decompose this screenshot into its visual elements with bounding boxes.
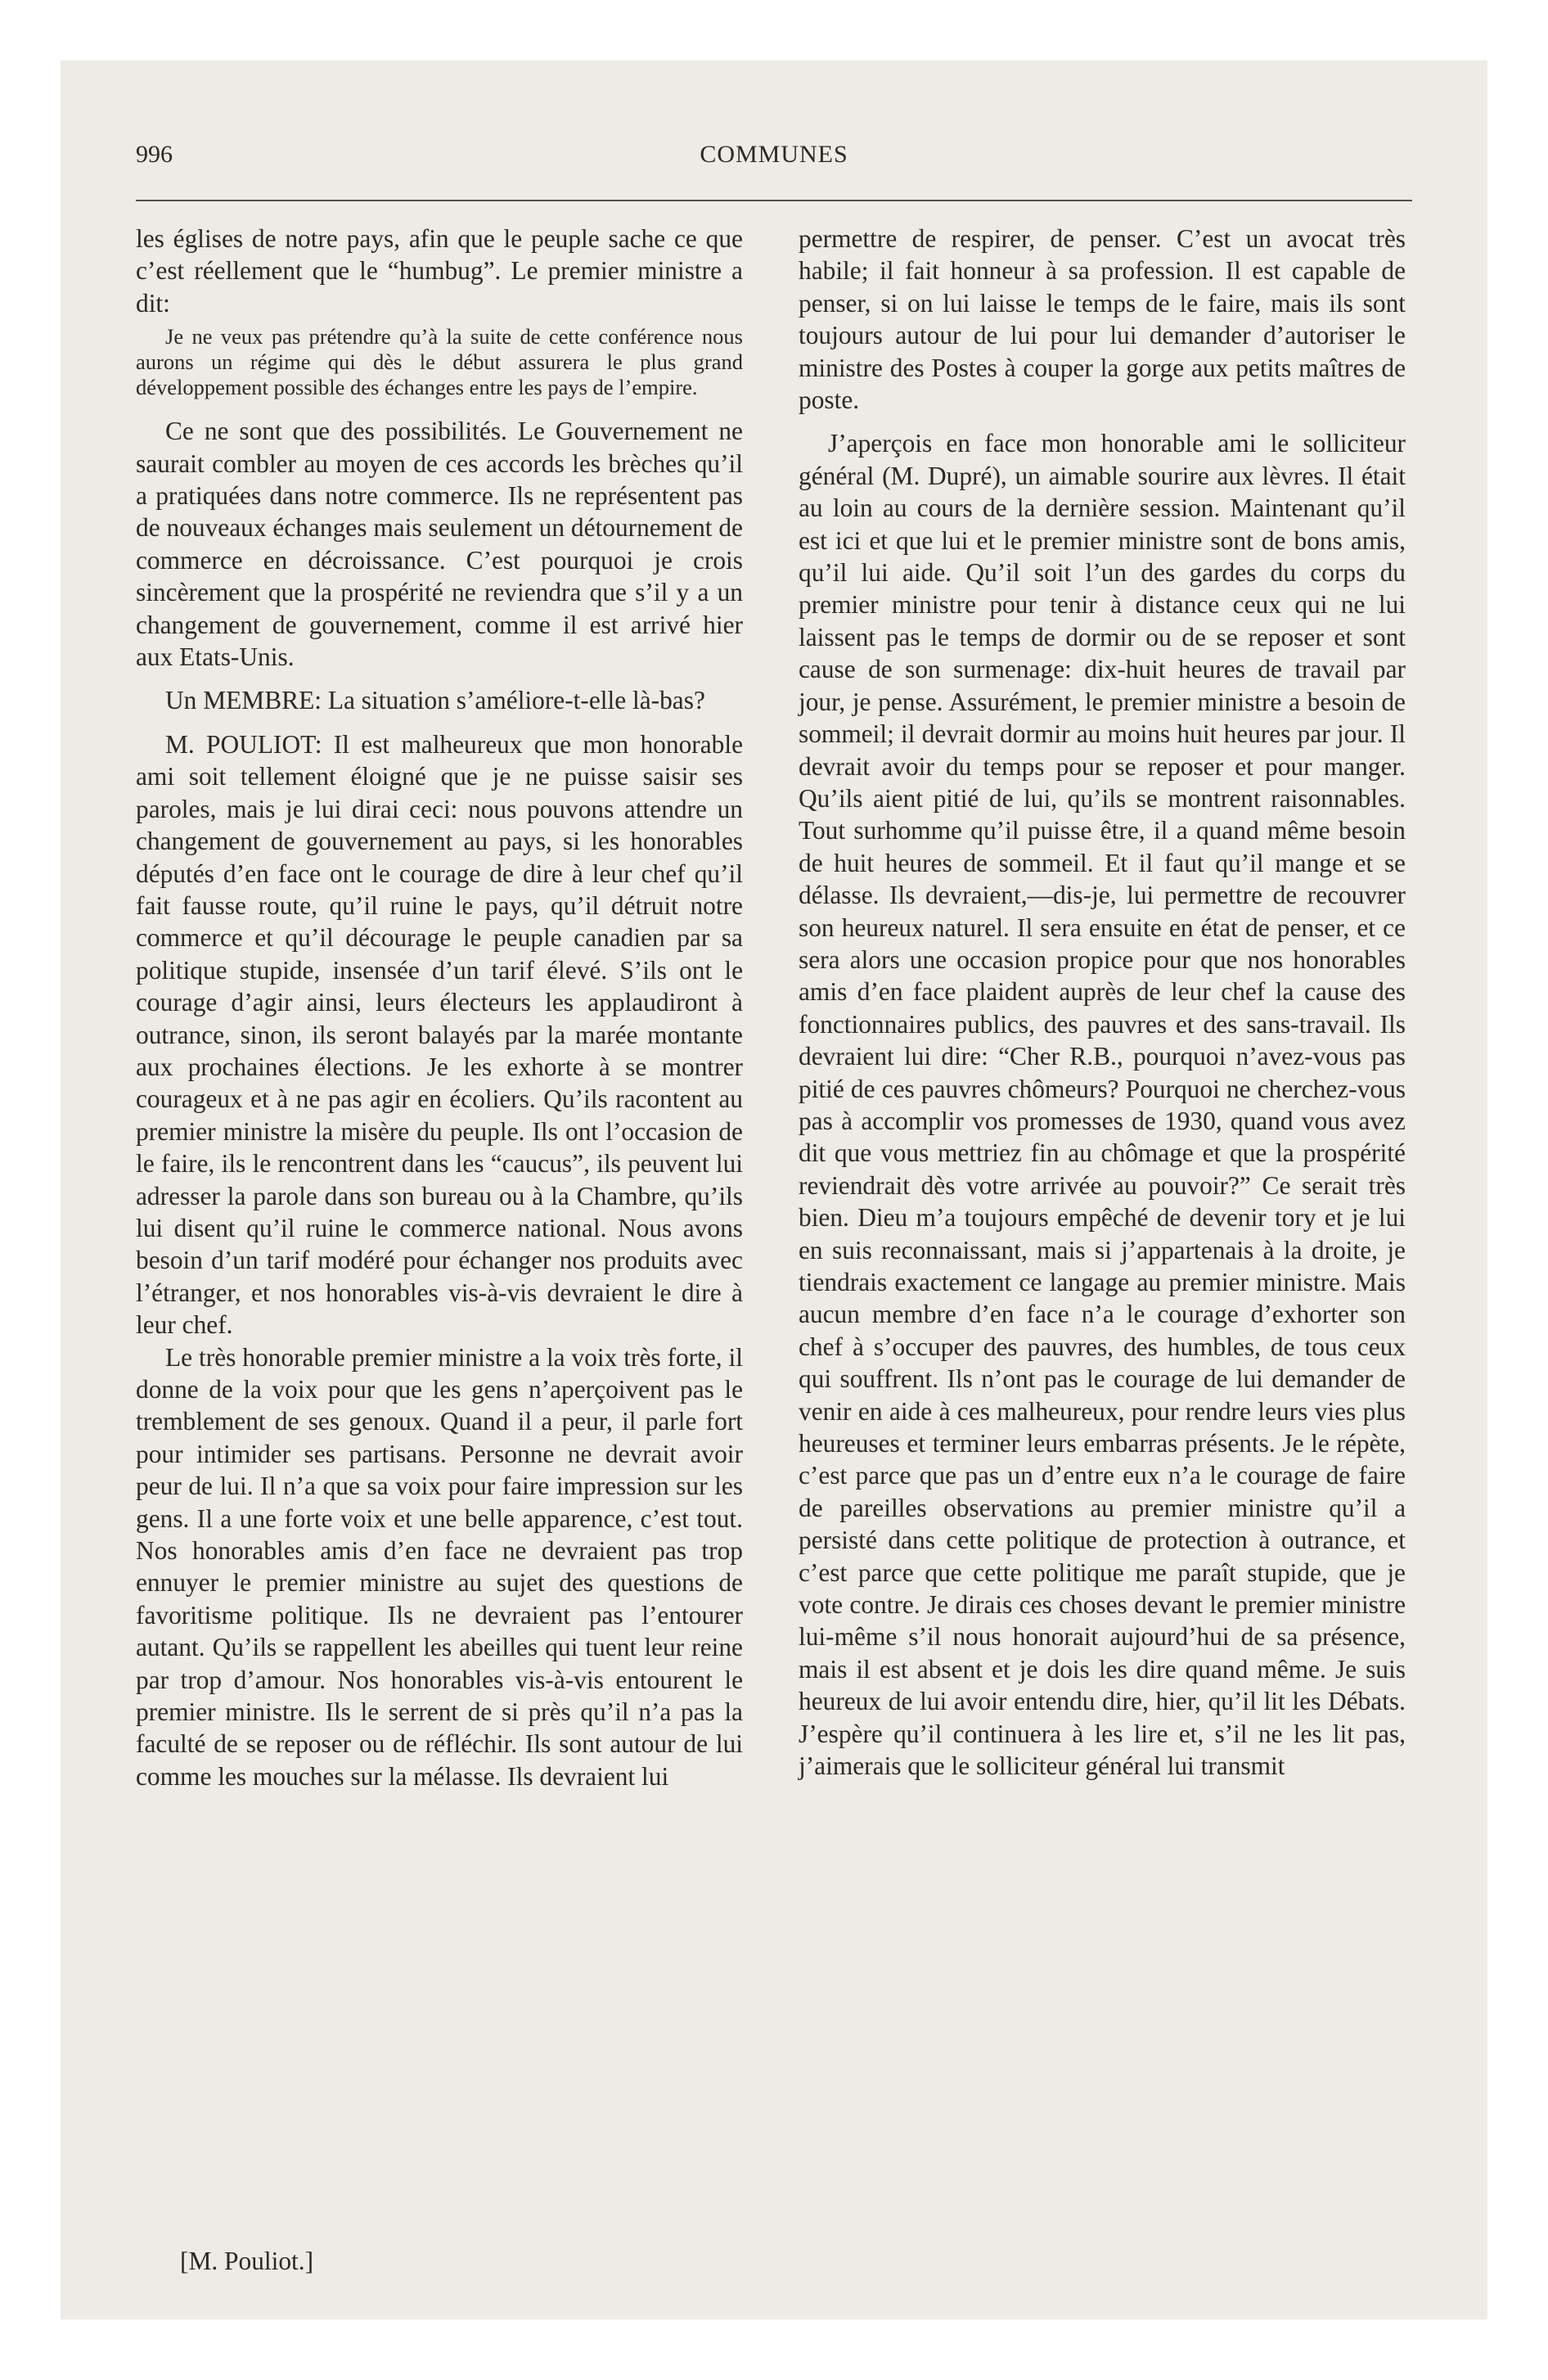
page-header	[136, 141, 1412, 182]
header-rule	[136, 200, 1412, 201]
paragraph: M. POULIOT: Il est malheureux que mon honorable ami soit tellement éloigné que je ne puisse saisir ses paroles, mais je lui dirai ceci: nous pouvons attendre un changement de gouvernement au pays, si les honorables députés d’en face ont le courage de dire à leur chef qu’il fait fausse route, qu’il ruine le pays, qu’il détruit notre commerce et qu’il décourage le peuple canadien par sa politique stupide, insensée d’un tarif élevé. S’ils ont le courage d’agir ainsi, leurs électeurs les applaudiront à outrance, sinon, ils seront balayés par la marée montante aux prochaines élections. Je les exhorte à se montrer courageux et à ne pas agir en écoliers. Qu’ils racontent au premier ministre la misère du peuple. Ils ont l’occasion de le faire, ils le rencontrent dans les “caucus”, ils peuvent lui adresser la parole dans son bureau ou à la Chambre, qu’ils lui disent qu’il ruine le commerce national. Nous avons besoin d’un tarif modéré pour échanger nos produits avec l’étranger, et nos honorables vis-à-vis devraient le dire à leur chef.	[136, 729, 743, 1340]
paragraph: permettre de respirer, de penser. C’est un avocat très habile; il fait honneur à sa profession. Il est capable de penser, si on lui laisse le temps de le faire, mais ils sont toujours autour de lui pour lui demander d’autoriser le ministre des Postes à couper la gorge aux petits maîtres de poste.	[799, 224, 1406, 415]
right-column	[799, 223, 1406, 1783]
page-number: 996	[136, 141, 173, 168]
running-title: COMMUNES	[700, 141, 848, 168]
paragraph: Un MEMBRE: La situation s’améliore-t-elle là-bas?	[165, 686, 705, 715]
left-column	[136, 223, 743, 1792]
paragraph: les églises de notre pays, afin que le peuple sache ce que c’est réellement que le “humbug”. Le premier ministre a dit:	[136, 224, 743, 318]
block-quote: Je ne veux pas prétendre qu’à la suite de cette conférence nous aurons un régime qui dès le début assurera le plus grand développement possible des échanges entre les pays de l’empire.	[136, 324, 743, 400]
paragraph: Ce ne sont que des possibilités. Le Gouvernement ne saurait combler au moyen de ces accords les brèches qu’il a pratiquées dans notre commerce. Ils ne représentent pas de nouveaux échanges mais seulement un détournement de commerce en décroissance. C’est pourquoi je crois sincèrement que la prospérité ne reviendra que s’il y a un changement de gouvernement, comme il est arrivé hier aux Etats-Unis.	[136, 417, 743, 672]
paragraph: Le très honorable premier ministre a la voix très forte, il donne de la voix pour que les gens n’aperçoivent pas le tremblement de ses genoux. Quand il a peur, il parle fort pour intimider ses partisans. Personne ne devrait avoir peur de lui. Il n’a que sa voix pour faire impression sur les gens. Il a une forte voix et une belle apparence, c’est tout. Nos honorables amis d’en face ne devraient pas trop ennuyer le premier ministre au sujet des questions de favoritisme politique. Ils ne devraient pas l’entourer autant. Qu’ils se rappellent les abeilles qui tuent leur reine par trop d’amour. Nos honorables vis-à-vis entourent le premier ministre. Ils le serrent de si près qu’il n’a pas la faculté de se reposer ou de réfléchir. Ils sont autour de lui comme les mouches sur la mélasse. Ils devraient lui	[136, 1342, 743, 1791]
paragraph: J’aperçois en face mon honorable ami le solliciteur général (M. Dupré), un aimable sourire aux lèvres. Il était au loin au cours de la dernière session. Maintenant qu’il est ici et que lui et le premier ministre sont de bons amis, qu’il lui aide. Qu’il soit l’un des gardes du corps du premier ministre pour tenir à distance ceux qui ne lui laissent pas le temps de dormir ou de se reposer et sont cause de son surmenage: dix-huit heures de travail par jour, je pense. Assurément, le premier ministre a besoin de sommeil; il devrait dormir au moins huit heures par jour. Il devrait avoir du temps pour se reposer et pour manger. Qu’ils aient pitié de lui, qu’ils se montrent raisonnables. Tout surhomme qu’il puisse être, il a quand même besoin de huit heures de sommeil. Et il faut qu’il mange et se délasse. Ils devraient,—dis-je, lui permettre de recouvrer son heureux naturel. Il sera ensuite en état de penser, et ce sera alors une occasion propice pour que nos honorables amis d’en face plaident auprès de leur chef la cause des fonctionnaires publics, des pauvres et des sans-travail. Ils devraient lui dire: “Cher R.B., pourquoi n’avez-vous pas pitié de ces pauvres chômeurs? Pourquoi ne cherchez-vous pas à accomplir vos promesses de 1930, quand vous avez dit que vous mettriez fin au chômage et que la prospérité reviendrait dès votre arrivée au pouvoir?” Ce serait très bien. Dieu m’a toujours empêché de devenir tory et je lui en suis reconnaissant, mais si j’appartenais à la droite, je tiendrais exactement ce langage au premier ministre. Mais aucun membre d’en face n’a le courage d’exhorter son chef à s’occuper des pauvres, des humbles, de tous ceux qui souffrent. Ils n’ont pas le courage de lui demander de venir en aide à ces malheureux, pour rendre leurs vies plus heureuses et terminer leurs embarras présents. Je le répète, c’est parce que pas un d’entre eux n’a le courage de faire de pareilles observations au premier ministre qu’il a persisté dans cette politique de protection à outrance, et c’est parce que cette politique me paraît stupide, que je vote contre. Je dirais ces choses devant le premier ministre lui-même s’il nous honorait aujourd’hui de sa présence, mais il est absent et je dois les dire quand même. Je suis heureux de lui avoir entendu dire, hier, qu’il lit les Débats. J’espère qu’il continuera à les lire et, s’il ne les lit pas, j’aimerais que le solliciteur général lui transmit	[799, 429, 1406, 1781]
speaker-tag: [M. Pouliot.]	[180, 2247, 314, 2275]
